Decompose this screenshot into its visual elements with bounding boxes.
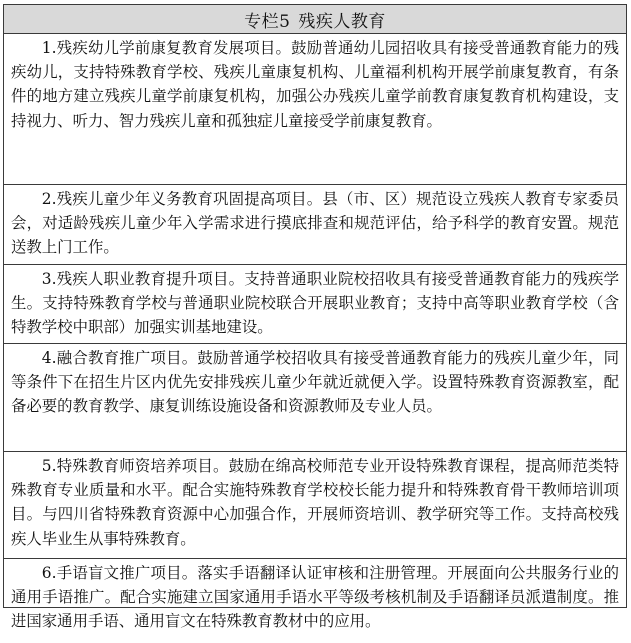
project-item-text: 4.融合教育推广项目。鼓励普通学校招收具有接受普通教育能力的残疾儿童少年，同等条件下在招生片区内优先安排残疾儿童少年就近就便入学。设置特殊教育资源教室，配备必要的教育教学、康复训练设施设备和资源教师及专业人员。 <box>11 349 619 416</box>
project-item-text: 1.残疾幼儿学前康复教育发展项目。鼓励普通幼儿园招收具有接受普通教育能力的残疾幼儿，支持特殊教育学校、残疾儿童康复机构、儿童福利机构开展学前康复教育，有条件的地方建立残疾儿童学前康复机构，加强公办残疾儿童学前教育康复教育机构建设，支持视力、听力、智力残疾儿童和孤独症儿童接受学前康复教育。 <box>11 39 619 130</box>
column-box <box>3 4 627 631</box>
project-item-text: 3.残疾人职业教育提升项目。支持普通职业院校招收具有接受普通教育能力的残疾学生。支持特殊教育学校与普通职业院校联合开展职业教育；支持中高等职业教育学校（含特教学校中职部）加强实训基地建设。 <box>11 270 619 337</box>
column-title-bar <box>4 5 626 34</box>
project-item-text: 2.残疾儿童少年义务教育巩固提高项目。县（市、区）规范设立残疾人教育专家委员会，对适龄残疾儿童少年入学需求进行摸底排查和规范评估，给予科学的教育安置。规范送教上门工作。 <box>11 190 619 257</box>
project-item-text: 6.手语盲文推广项目。落实手语翻译认证审核和注册管理。开展面向公共服务行业的通用手语推广。配合实施建立国家通用手语水平等级考核机制及手语翻译员派遣制度。推进国家通用手语、通用盲文在特殊教育教材中的应用。 <box>11 564 619 631</box>
column-label: 专栏5 <box>244 11 291 32</box>
project-item-3 <box>4 265 626 344</box>
project-item-5 <box>4 452 626 559</box>
project-item-text: 5.特殊教育师资培养项目。鼓励在绵高校师范专业开设特殊教育课程，提高师范类特殊教育专业质量和水平。配合实施特殊教育学校校长能力提升和特殊教育骨干教师培训项目。与四川省特殊教育资源中心加强合作，开展师资培训、教学研究等工作。支持高校残疾人毕业生从事特殊教育。 <box>11 457 619 548</box>
column-title: 残疾人教育 <box>298 11 386 32</box>
project-item-1 <box>4 34 626 185</box>
project-item-6 <box>4 559 626 643</box>
project-item-4 <box>4 344 626 452</box>
project-item-2 <box>4 185 626 265</box>
